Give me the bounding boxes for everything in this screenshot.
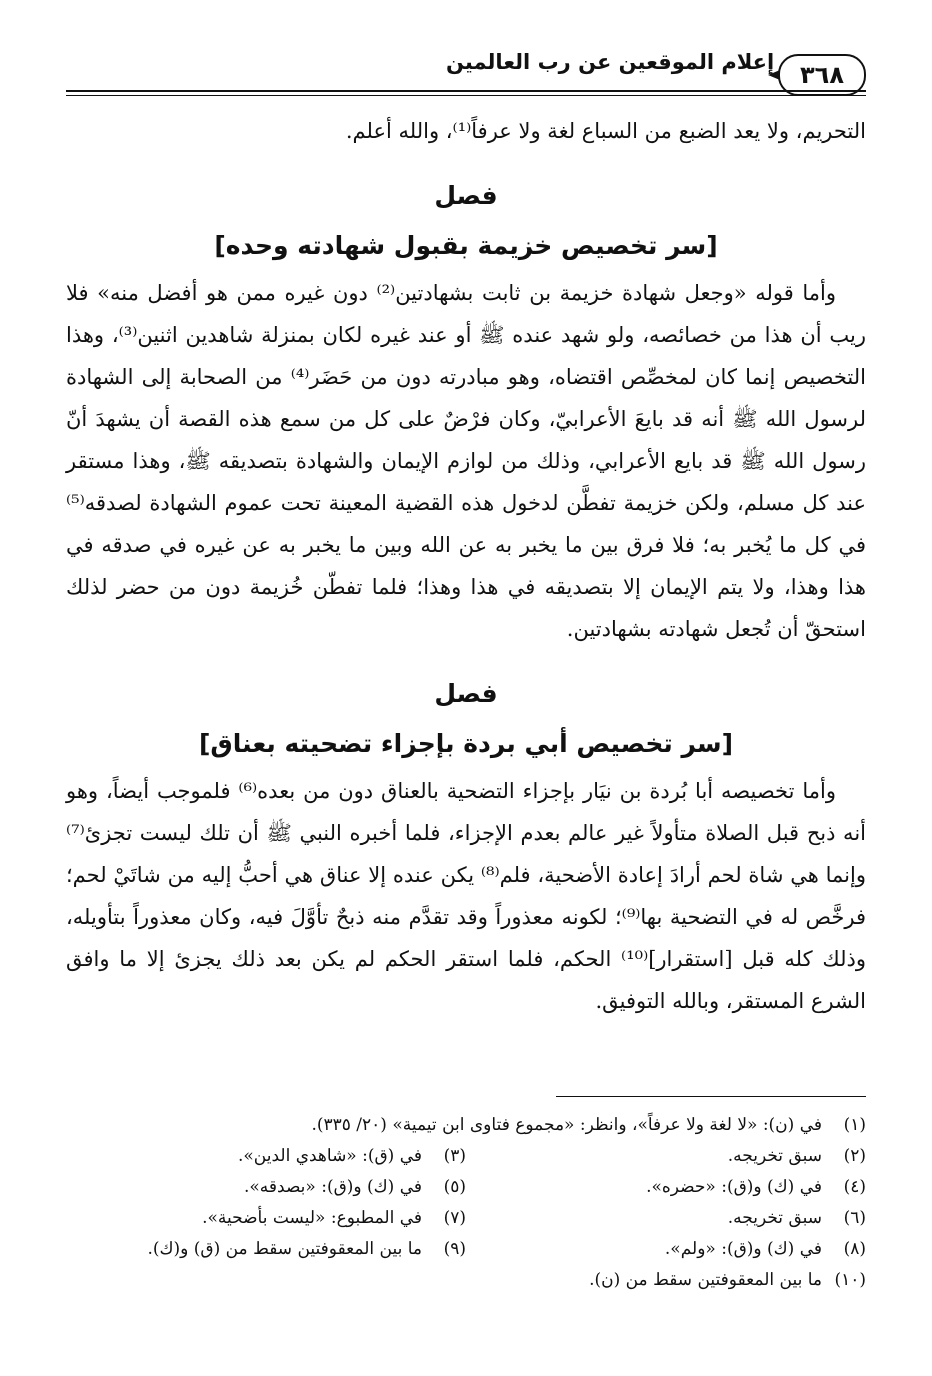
footnote-4 — [466, 1172, 866, 1203]
footnote-number: (٦) — [843, 1208, 866, 1228]
footnote-row — [66, 1110, 866, 1141]
footnote-separator — [556, 1096, 866, 1097]
footnote-number: (٢) — [843, 1146, 866, 1166]
section-paragraph-1: وأما قوله «وجعل شهادة خزيمة بن ثابت بشهادتين⁽²⁾ دون غيره ممن هو أفضل منه» فلا ريب أن هذا من خصائصه، ولو شهد عنده ﷺ أو عند غيره لكان بمنزلة شاهدين اثنين⁽³⁾، وهذا التخصيص إنما كان لمخصِّص اقتضاه، وهو مبادرته دون من حَضَر⁽⁴⁾ من الصحابة إلى الشهادة لرسول الله ﷺ أنه قد بايعَ الأعرابيّ، وكان فرْضٌ على كل من سمع هذه القصة أن يشهدَ أنّ رسول الله ﷺ قد بايع الأعرابي، وذلك من لوازم الإيمان والشهادة بتصديقه ﷺ، وهذا مستقر عند كل مسلم، ولكن خزيمة تفطَّن لدخول هذه القضية المعينة تحت عموم الشهادة لصدقه⁽⁵⁾ في كل ما يُخبر به؛ فلا فرق بين ما يخبر به عن الله وبين ما يخبر به عن غيره في صدقه في هذا وهذا، ولا يتم الإيمان إلا بتصديقه في هذا وهذا؛ فلما تفطّن خُزيمة دون من حضر لذلك استحقّ أن تُجعل شهادته بشهادتين. — [66, 281, 867, 641]
footnote-number: (١) — [843, 1115, 866, 1135]
footnote-text: ما بين المعقوفتين سقط من (ق) و(ك). — [147, 1239, 422, 1259]
footnote-number: (٨) — [843, 1239, 866, 1259]
footnote-text: في (ك) و(ق): «بصدقه». — [243, 1177, 422, 1197]
header-rule-thin — [66, 95, 866, 96]
footnote-number: (٣) — [443, 1146, 466, 1166]
footnote-3 — [66, 1141, 466, 1172]
footnote-row — [66, 1172, 866, 1203]
footnote-row — [66, 1265, 866, 1296]
footnote-number: (٤) — [843, 1177, 866, 1197]
footnote-8 — [466, 1234, 866, 1265]
footnote-2 — [466, 1141, 866, 1172]
section-paragraph-2: وأما تخصيصه أبا بُردة بن نيَار بإجزاء التضحية بالعناق دون من بعده⁽⁶⁾ فلموجب أيضاً، وهو أنه ذبح قبل الصلاة متأولاً غير عالم بعدم الإجزاء، فلما أخبره النبي ﷺ أن تلك ليست تجزئ⁽⁷⁾ وإنما هي شاة لحم أرادَ إعادة الأضحية، فلم⁽⁸⁾ يكن عنده إلا عناق هي أحبُّ إليه من شاتَيْ لحم؛ فرخَّص له في التضحية بها⁽⁹⁾؛ لكونه معذوراً وقد تقدَّم منه ذبحٌ تأوَّلَ فيه، وكان معذوراً بتأويله، وذلك كله قبل [استقرار]⁽¹⁰⁾ الحكم، فلما استقر الحكم لم يكن بعد ذلك يجزئ إلا ما وافق الشرع المستقر، وبالله التوفيق. — [66, 779, 867, 1013]
footnote-1 — [66, 1110, 866, 1141]
section-title-1: [سر تخصيص خزيمة بقبول شهادته وحده] — [214, 231, 718, 260]
footnote-text: في (ن): «لا لغة ولا عرفاً»، وانظر: «مجموع فتاوى ابن تيمية» (٢٠/ ٣٣٥). — [311, 1115, 822, 1135]
footnote-row — [66, 1234, 866, 1265]
section-marker-1: فصل — [434, 181, 498, 210]
footnote-text: في (ك) و(ق): «ولم». — [664, 1239, 822, 1259]
section-title-2: [سر تخصيص أبي بردة بإجزاء تضحيته بعناق] — [198, 729, 734, 758]
footnote-text: سبق تخريجه. — [727, 1208, 822, 1228]
footnote-number: (٩) — [443, 1239, 466, 1259]
footnote-row — [66, 1203, 866, 1234]
footnote-number: (١٠) — [834, 1270, 866, 1290]
running-title: إعلام الموقعين عن رب العالمين — [446, 50, 775, 74]
footnote-9 — [66, 1234, 466, 1265]
footnote-text: في (ك) و(ق): «حضره». — [646, 1177, 822, 1197]
page-header — [66, 40, 866, 100]
footnote-5 — [66, 1172, 466, 1203]
footnote-text: سبق تخريجه. — [727, 1146, 822, 1166]
header-rule-thick — [66, 90, 866, 92]
footnote-number: (٧) — [443, 1208, 466, 1228]
page-number: ٣٦٨ — [800, 61, 844, 89]
footnotes — [66, 1110, 866, 1296]
section-marker-2: فصل — [434, 679, 498, 708]
main-text — [66, 110, 866, 1022]
footnote-text: في (ق): «شاهدي الدين». — [237, 1146, 422, 1166]
footnote-10 — [66, 1265, 866, 1296]
footnote-text: ما بين المعقوفتين سقط من (ن). — [589, 1270, 822, 1290]
footnote-text: في المطبوع: «ليست بأضحية». — [202, 1208, 422, 1228]
footnote-row — [66, 1141, 866, 1172]
footnote-7 — [66, 1203, 466, 1234]
footnote-number: (٥) — [443, 1177, 466, 1197]
footnote-6 — [466, 1203, 866, 1234]
opening-line: التحريم، ولا يعد الضبع من السباع لغة ولا عرفاً⁽¹⁾، والله أعلم. — [345, 119, 866, 143]
